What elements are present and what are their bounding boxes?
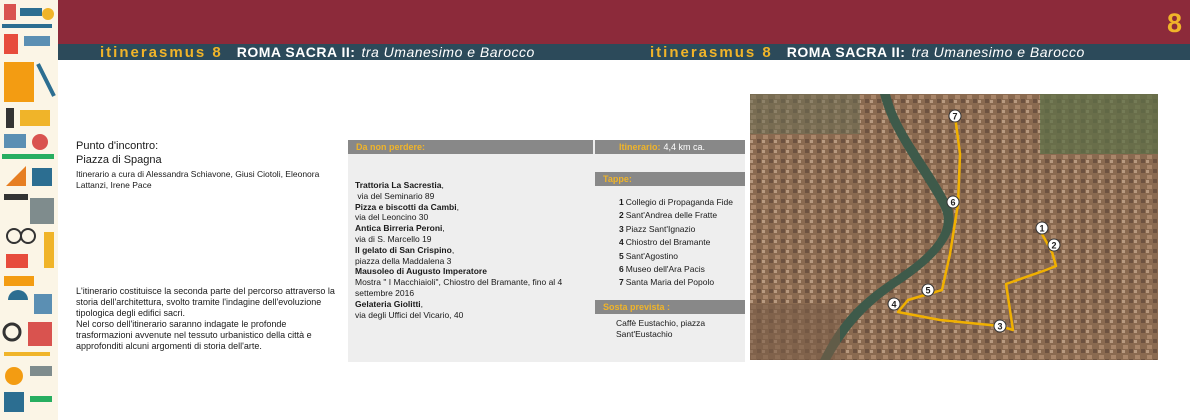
meeting-point [76, 140, 344, 191]
list-item: 7 Santa Maria del Popolo [619, 277, 715, 288]
marker [949, 110, 961, 122]
list-item: Mausoleo di Augusto Imperatore Mostra " I Macchiaioli", Chiostro del Bramante, fino al 4 settembre 2016 [355, 266, 563, 298]
sosta-header [595, 300, 745, 314]
sosta-text: Caffè Eustachio, piazza Sant'Eustachio [616, 318, 706, 339]
description-paragraph: L'itinerario costituisce la seconda parte del percorso attraverso la storia dell'architettura, svolto tramite l'indagine dell'evoluzione tipologica degli edifici sacri. [76, 286, 335, 318]
svg-text:6: 6 [950, 197, 956, 208]
tappe-header [595, 172, 745, 186]
list-item: 1 Collegio di Propaganda Fide [619, 197, 734, 207]
svg-text:2: 2 [1051, 240, 1057, 251]
running-title-repeat [650, 44, 1085, 60]
meeting-label: Punto d'incontro: [76, 140, 159, 152]
marker [994, 320, 1006, 332]
marker [922, 284, 934, 296]
marker [947, 196, 959, 208]
sosta-label: Sosta prevista : [603, 302, 671, 312]
title-label: ROMA SACRA II: [236, 44, 356, 60]
list-item: 5 Sant'Agostino [619, 250, 678, 261]
brand-label: itinerasmus 8 [100, 44, 223, 61]
marker [1048, 239, 1060, 251]
info-panel [348, 140, 745, 362]
list-item: 6 Museo dell'Ara Pacis [619, 264, 705, 275]
subtitle-label: tra Umanesimo e Barocco [911, 44, 1085, 60]
itinerario-header [595, 140, 745, 154]
list-item: Il gelato di San Crispino, piazza della Maddalena 3 [355, 244, 455, 266]
brand-label: itinerasmus 8 [650, 44, 773, 61]
list-item: Antica Birreria Peroni, via di S. Marcello 19 [355, 223, 445, 244]
list-item: 2 Sant'Andrea delle Fratte [619, 210, 718, 221]
svg-text:5: 5 [925, 285, 931, 296]
tappe-label: Tappe: [603, 174, 632, 184]
stationery-pattern-icon [0, 0, 58, 420]
list-item: 3 Piazz Sant'Ignazio [619, 223, 696, 234]
list-item: Trattoria La Sacrestia, via del Seminario 89 [355, 180, 444, 201]
svg-text:1: 1 [1039, 223, 1045, 234]
svg-text:4: 4 [891, 299, 897, 310]
subtitle-label: tra Umanesimo e Barocco [361, 44, 535, 60]
list-item: Gelateria Giolitti, via degli Uffici del Vicario, 40 [355, 298, 464, 320]
marker [1036, 222, 1048, 234]
aerial-map-icon [750, 94, 1158, 360]
da-non-perdere-header [348, 140, 593, 154]
page-number: 8 [1166, 8, 1182, 38]
svg-text:3: 3 [997, 321, 1003, 332]
title-label: ROMA SACRA II: [786, 44, 906, 60]
itinerario-value: 4,4 km ca. [663, 142, 706, 152]
meeting-place: Piazza di Spagna [76, 154, 162, 166]
marker [888, 298, 900, 310]
list-item: 4 Chiostro del Bramante [619, 237, 711, 248]
decorative-strip [0, 0, 58, 420]
itinerario-label: Itinerario: [619, 142, 661, 152]
route-map [750, 94, 1158, 360]
credits-text: Itinerario a cura di Alessandra Schiavone, Giusi Ciotoli, Eleonora Lattanzi, Irene Pace [76, 169, 320, 190]
description-paragraph: Nel corso dell'itinerario saranno indagate le profonde trasformazioni avvenute nel tessuto urbanistico della città e approfonditi alcuni argomenti di storia dell'arte. [76, 319, 312, 351]
stops-list [619, 196, 733, 290]
header-bar [58, 0, 1190, 44]
description [76, 286, 340, 352]
places-list [355, 180, 595, 320]
list-item: Pizza e biscotti da Cambi, via del Leoncino 30 [355, 201, 459, 223]
svg-text:7: 7 [952, 111, 958, 122]
da-non-perdere-label: Da non perdere: [356, 142, 426, 152]
running-title [100, 44, 535, 60]
